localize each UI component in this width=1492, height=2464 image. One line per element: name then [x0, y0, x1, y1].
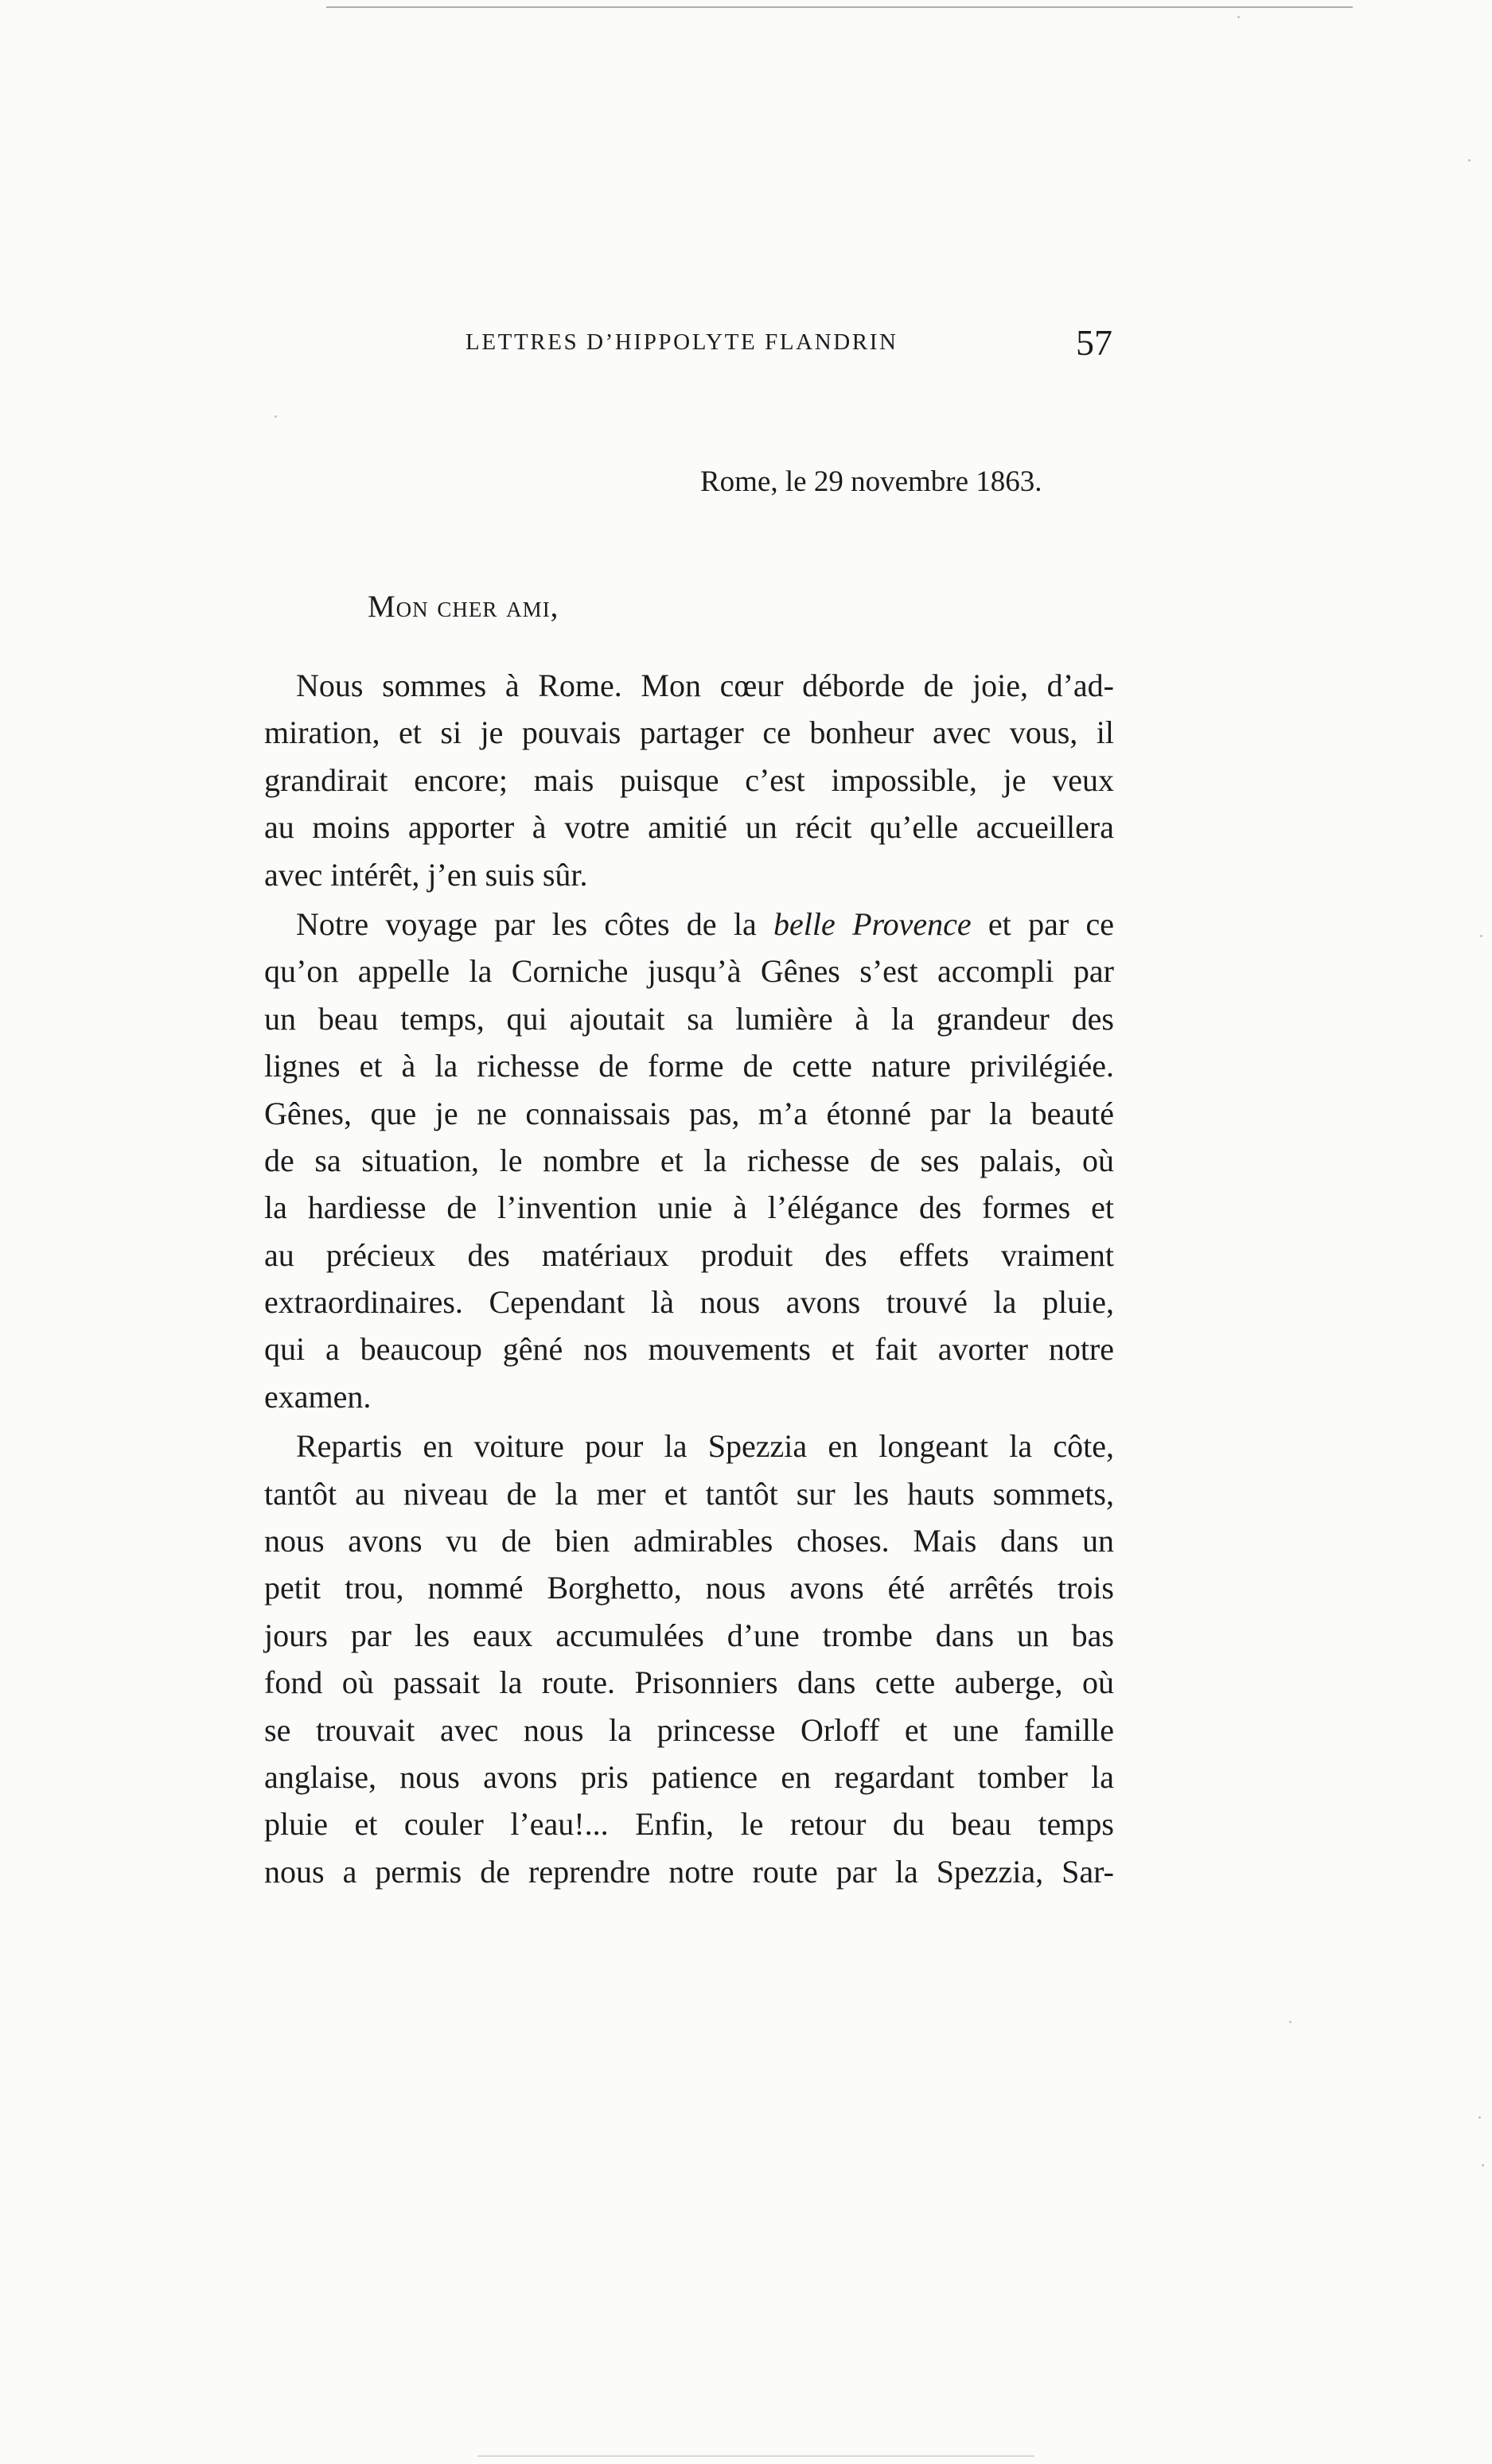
text-line: Repartis en voiture pour la Spezzia en longeant la côte,: [296, 1428, 1114, 1465]
text-line: fond où passait la route. Prisonniers dans cette auberge, où: [264, 1664, 1114, 1701]
text-line: Nous sommes à Rome. Mon cœur déborde de joie, d’ad-: [296, 668, 1114, 703]
page-number: 57: [1076, 322, 1112, 363]
text-line: petit trou, nommé Borghetto, nous avons été arrêtés trois: [264, 1570, 1114, 1606]
text-line: jours par les eaux accumulées d’une trombe dans un bas: [264, 1617, 1114, 1653]
text-run: et par ce: [971, 905, 1114, 942]
paper-speck: [275, 415, 277, 418]
paragraph: [264, 662, 1114, 898]
paper-speck: [1482, 2164, 1484, 2166]
text-run: Notre voyage par les côtes de la: [296, 905, 774, 942]
text-line: se trouvait avec nous la princesse Orloff et une famille: [264, 1711, 1114, 1748]
text-line: anglaise, nous avons pris patience en regardant tomber la: [264, 1758, 1114, 1795]
top-edge-rule: [326, 6, 1353, 8]
text-line: pluie et couler l’eau!... Enfin, le retour du beau temps: [264, 1806, 1114, 1843]
paper-speck: [1478, 2116, 1481, 2119]
text-line: tantôt au niveau de la mer et tantôt sur les hauts sommets,: [264, 1475, 1114, 1512]
text-line: la hardiesse de l’invention unie à l’élégance des formes et: [264, 1189, 1114, 1226]
paper-speck: [1480, 935, 1482, 937]
text-line: nous avons vu de bien admirables choses. Mais dans un: [264, 1523, 1114, 1559]
paper-speck: [1468, 159, 1471, 162]
paragraph: [264, 901, 1114, 1420]
letter-salutation: Mon cher ami,: [368, 590, 559, 624]
letter-body: [264, 662, 1114, 1895]
text-line: [264, 901, 1114, 948]
text-line: qu’on appelle la Corniche jusqu’à Gênes s’est accompli par: [264, 953, 1114, 990]
running-head: LETTRES D’HIPPOLYTE FLANDRIN: [466, 329, 898, 355]
paper-speck: [1237, 16, 1240, 18]
text-line: de sa situation, le nombre et la richesse de ses palais, où: [264, 1142, 1114, 1178]
paragraph: [264, 1423, 1114, 1895]
text-line: miration, et si je pouvais partager ce bonheur avec vous, il: [264, 714, 1114, 751]
text-line: nous a permis de reprendre notre route par la Spezzia, Sar-: [264, 1853, 1114, 1890]
italic-text-run: belle Provence: [773, 905, 972, 942]
bottom-edge-rule: [477, 2455, 1034, 2457]
text-line: au moins apporter à votre amitié un récit qu’elle accueillera: [264, 809, 1114, 846]
text-line: un beau temps, qui ajoutait sa lumière à la grandeur des: [264, 1000, 1114, 1037]
text-line: lignes et à la richesse de forme de cette nature privilégiée.: [264, 1048, 1114, 1084]
text-line: Gênes, que je ne connaissais pas, m’a étonné par la beauté: [264, 1095, 1114, 1131]
text-line: qui a beaucoup gêné nos mouvements et fait avorter notre: [264, 1331, 1114, 1368]
text-line: au précieux des matériaux produit des effets vraiment: [264, 1236, 1114, 1273]
text-line: avec intérêt, j’en suis sûr.: [264, 856, 588, 893]
text-line: extraordinaires. Cependant là nous avons trouvé la pluie,: [264, 1284, 1114, 1321]
text-line: grandirait encore; mais puisque c’est impossible, je veux: [264, 761, 1114, 798]
paper-speck: [1289, 2021, 1291, 2023]
letter-dateline: Rome, le 29 novembre 1863.: [700, 465, 1042, 498]
text-line: examen.: [264, 1378, 372, 1415]
